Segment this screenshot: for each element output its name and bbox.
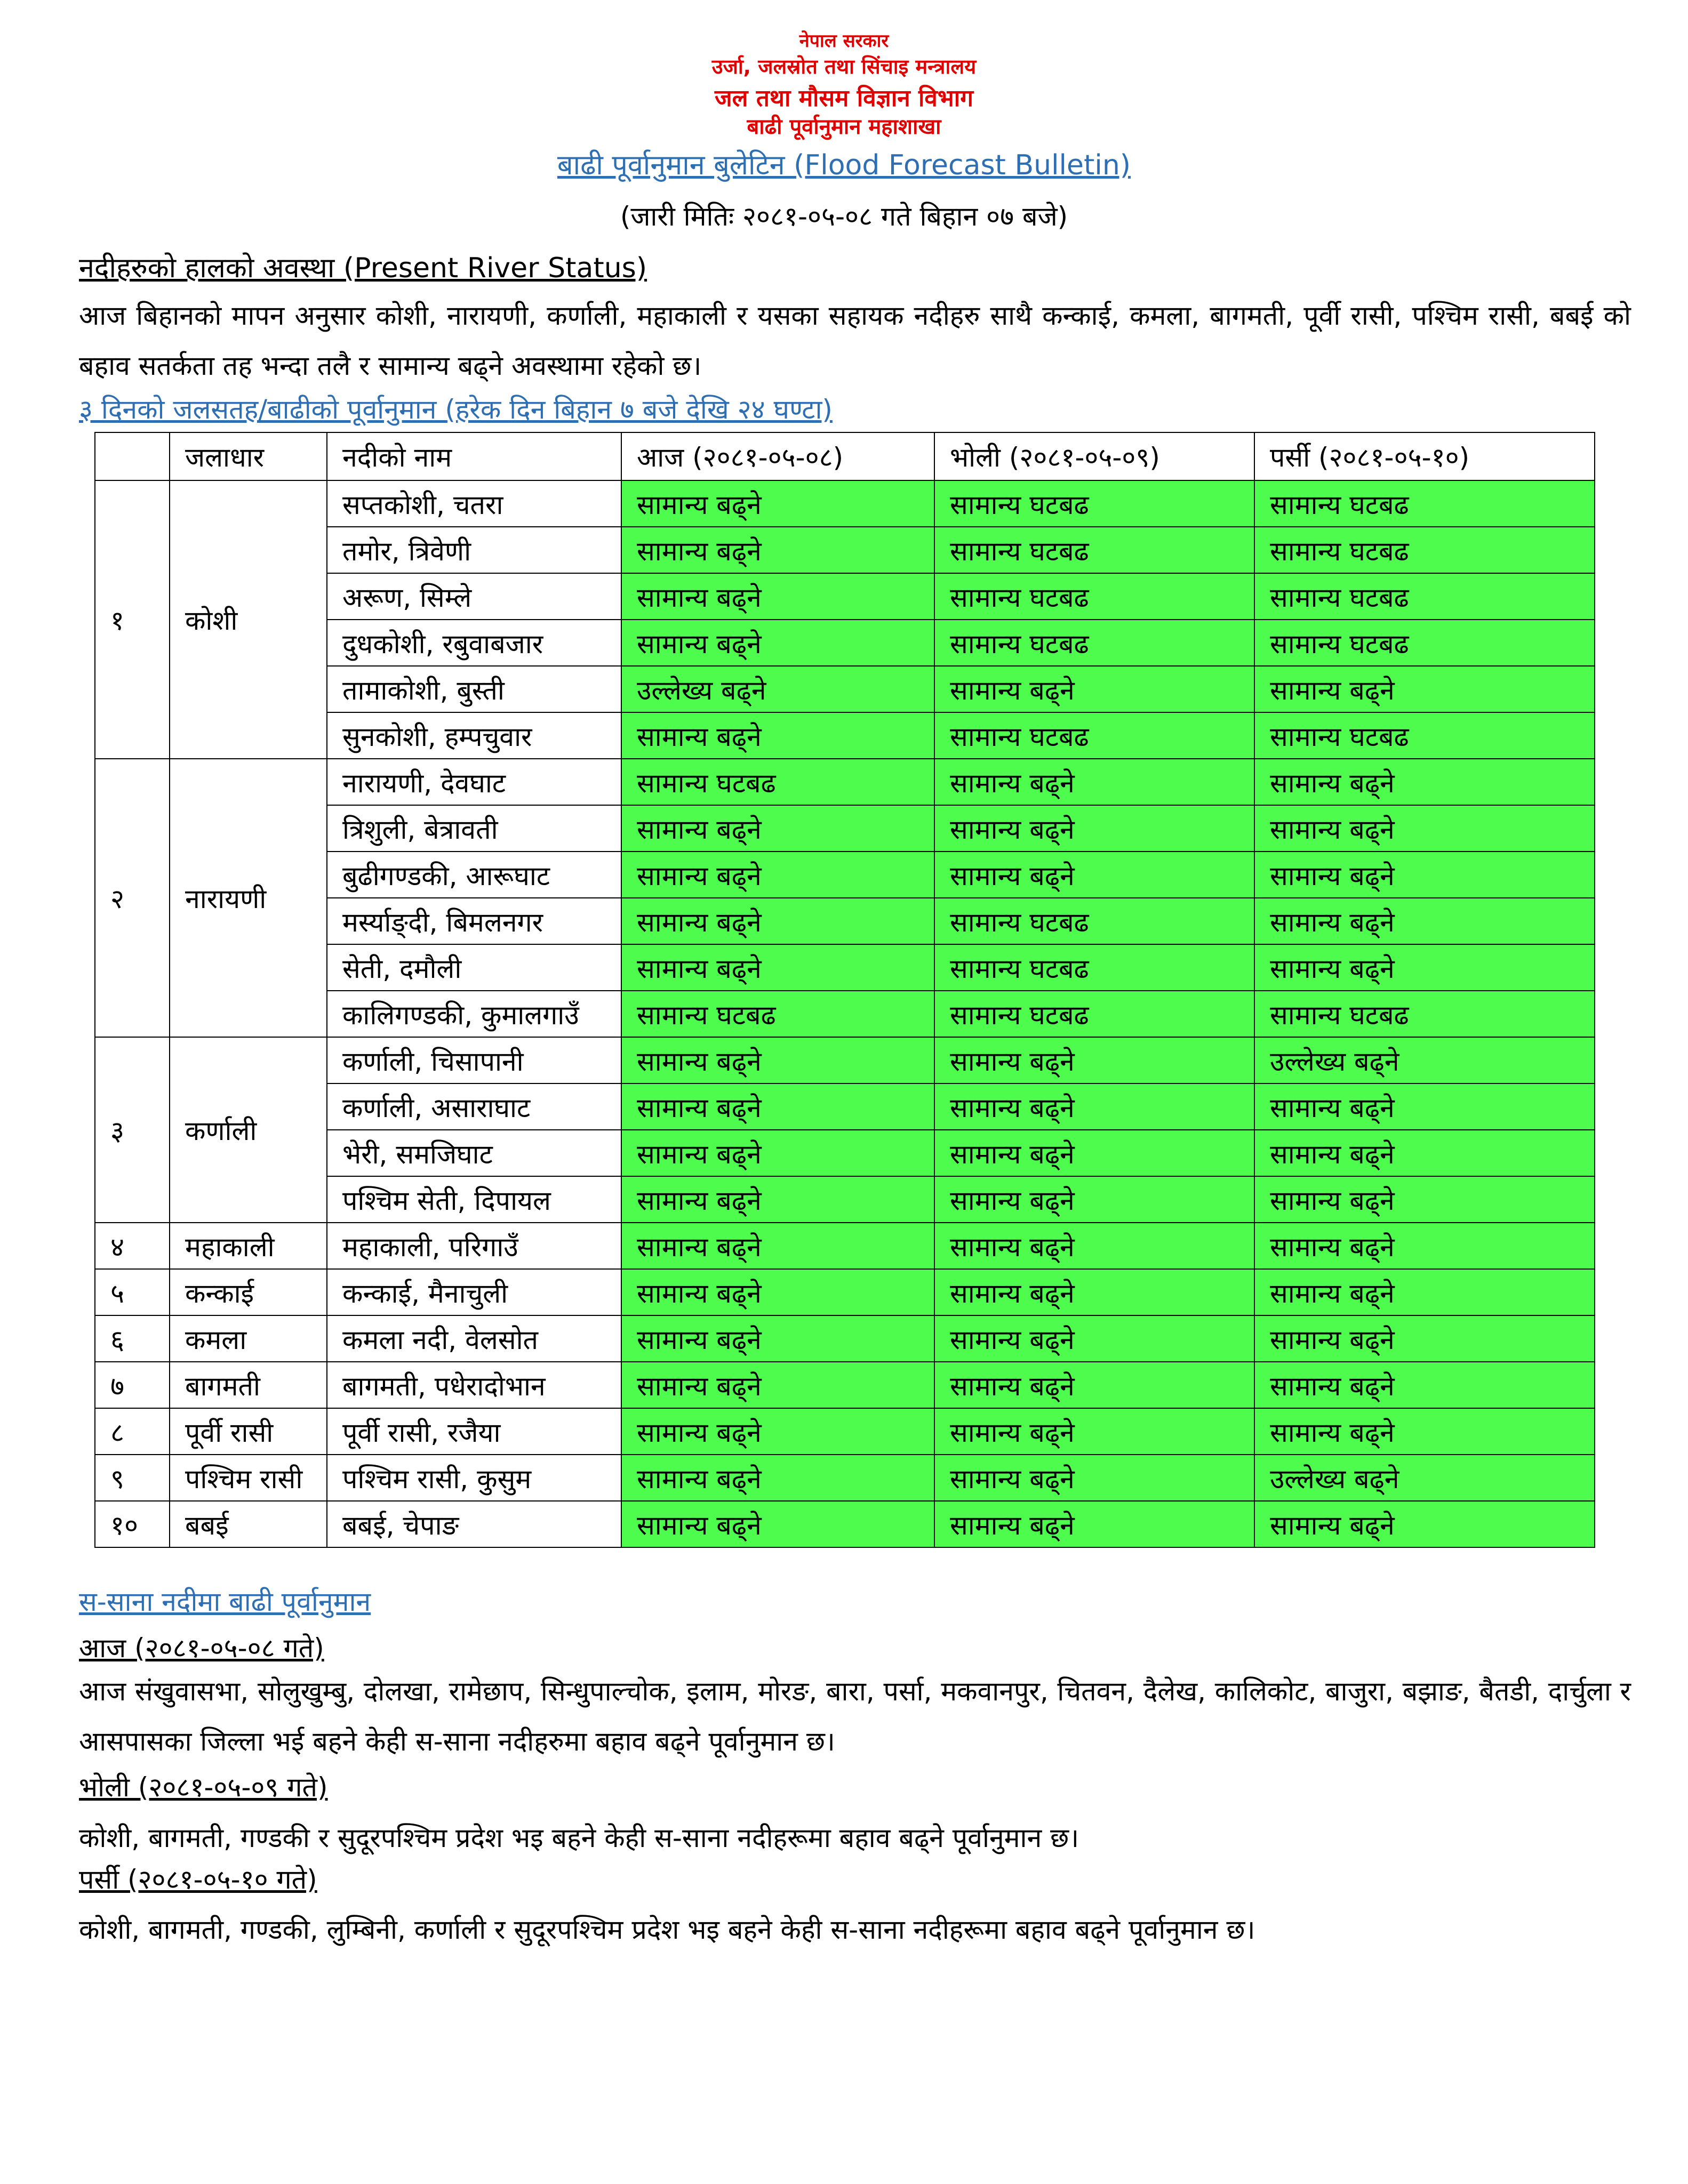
forecast-dayafter: उल्लेख्य बढ्ने: [1254, 1037, 1595, 1083]
dayafter-text: कोशी, बागमती, गण्डकी, लुम्बिनी, कर्णाली र सुदूरपश्चिम प्रदेश भइ बहने केही स-साना नदीहरूमा बहाव बढ्ने पूर्वानुमान छ।: [79, 1914, 1255, 1945]
basin-number: ८: [95, 1408, 170, 1455]
forecast-tomorrow: सामान्य बढ्ने: [934, 1037, 1254, 1083]
forecast-today: सामान्य बढ्ने: [621, 1269, 934, 1315]
river-station: भेरी, समजिघाट: [327, 1130, 621, 1176]
col-header: नदीको नाम: [327, 432, 621, 480]
forecast-dayafter: सामान्य घटबढ: [1254, 573, 1595, 620]
forecast-dayafter: सामान्य बढ्ने: [1254, 1130, 1595, 1176]
river-station: सुनकोशी, हम्पचुवार: [327, 712, 621, 759]
forecast-tomorrow: सामान्य बढ्ने: [934, 852, 1254, 898]
forecast-today: सामान्य बढ्ने: [621, 527, 934, 573]
river-station: बबई, चेपाङ: [327, 1501, 621, 1547]
division-name: बाढी पूर्वानुमान महाशाखा: [747, 115, 941, 139]
forecast-today: सामान्य बढ्ने: [621, 852, 934, 898]
basin-name: कर्णाली: [170, 1037, 327, 1223]
basin-number: ६: [95, 1315, 170, 1362]
forecast-tomorrow: सामान्य बढ्ने: [934, 1223, 1254, 1269]
forecast-tomorrow: सामान्य बढ्ने: [934, 1083, 1254, 1130]
forecast-dayafter: सामान्य घटबढ: [1254, 527, 1595, 573]
forecast-heading: ३ दिनको जलसतह/बाढीको पूर्वानुमान (हरेक दिन बिहान ७ बजे देखि २४ घण्टा): [79, 394, 833, 425]
basin-number: ३: [95, 1037, 170, 1223]
forecast-today: सामान्य बढ्ने: [621, 1176, 934, 1223]
present-status-heading: नदीहरुको हालको अवस्था (Present River Status): [79, 252, 647, 284]
forecast-dayafter: सामान्य घटबढ: [1254, 480, 1595, 527]
basin-number: २: [95, 759, 170, 1037]
river-station: तामाकोशी, बुस्ती: [327, 666, 621, 712]
department-name: जल तथा मौसम विज्ञान विभाग: [715, 85, 973, 112]
river-station: पूर्वी रासी, रजैया: [327, 1408, 621, 1455]
forecast-dayafter: सामान्य बढ्ने: [1254, 805, 1595, 852]
table-header-row: [95, 432, 1595, 480]
present-status-text: आज बिहानको मापन अनुसार कोशी, नारायणी, कर्णाली, महाकाली र यसका सहायक नदीहरु साथै कन्काई, कमला, बागमती, पूर्वी रासी, पश्चिम रासी, बबई को बहाव सतर्कता तह भन्दा तलै र सामान्य बढ्ने अवस्थामा रहेको छ।: [79, 300, 1631, 381]
forecast-today: सामान्य बढ्ने: [621, 620, 934, 666]
forecast-dayafter: सामान्य घटबढ: [1254, 620, 1595, 666]
river-station: पश्चिम रासी, कुसुम: [327, 1455, 621, 1501]
forecast-tomorrow: सामान्य घटबढ: [934, 480, 1254, 527]
forecast-today: सामान्य बढ्ने: [621, 1223, 934, 1269]
forecast-dayafter: सामान्य बढ्ने: [1254, 944, 1595, 991]
basin-name: कोशी: [170, 480, 327, 759]
forecast-today: सामान्य बढ्ने: [621, 480, 934, 527]
basin-name: नारायणी: [170, 759, 327, 1037]
basin-number: ७: [95, 1362, 170, 1408]
today-text: आज संखुवासभा, सोलुखुम्बु, दोलखा, रामेछाप, सिन्धुपाल्चोक, इलाम, मोरङ, बारा, पर्सा, मकवानपुर, चितवन, दैलेख, कालिकोट, बाजुरा, बझाङ, बैतडी, दार्चुला र आसपासका जिल्ला भई बहने केही स-साना नदीहरुमा बहाव बढ्ने पूर्वानुमान छ।: [79, 1676, 1631, 1757]
forecast-tomorrow: सामान्य बढ्ने: [934, 1130, 1254, 1176]
forecast-today: सामान्य बढ्ने: [621, 712, 934, 759]
river-station: मर्स्याङ्दी, बिमलनगर: [327, 898, 621, 944]
basin-name: कन्काई: [170, 1269, 327, 1315]
river-station: सेती, दमौली: [327, 944, 621, 991]
river-station: दुधकोशी, रबुवाबजार: [327, 620, 621, 666]
forecast-today: सामान्य घटबढ: [621, 991, 934, 1037]
forecast-today: सामान्य बढ्ने: [621, 1362, 934, 1408]
forecast-today: सामान्य बढ्ने: [621, 1501, 934, 1547]
forecast-dayafter: सामान्य बढ्ने: [1254, 759, 1595, 805]
forecast-dayafter: सामान्य बढ्ने: [1254, 1176, 1595, 1223]
tomorrow-heading: भोली (२०८१-०५-०९ गते): [79, 1772, 328, 1803]
river-station: तमोर, त्रिवेणी: [327, 527, 621, 573]
basin-name: बागमती: [170, 1362, 327, 1408]
basin-number: १०: [95, 1501, 170, 1547]
river-station: त्रिशुली, बेत्रावती: [327, 805, 621, 852]
table-row: [95, 1269, 1595, 1315]
table-row: [95, 1501, 1595, 1547]
dayafter-heading: पर्सी (२०८१-०५-१० गते): [79, 1864, 317, 1895]
forecast-tomorrow: सामान्य घटबढ: [934, 898, 1254, 944]
bulletin-title: बाढी पूर्वानुमान बुलेटिन (Flood Forecast Bulletin): [557, 149, 1131, 181]
col-header: भोली (२०८१-०५-०९): [934, 432, 1254, 480]
forecast-dayafter: सामान्य बढ्ने: [1254, 898, 1595, 944]
forecast-dayafter: सामान्य बढ्ने: [1254, 666, 1595, 712]
forecast-today: सामान्य बढ्ने: [621, 1083, 934, 1130]
forecast-today: सामान्य बढ्ने: [621, 1408, 934, 1455]
table-row: [95, 1223, 1595, 1269]
forecast-today: उल्लेख्य बढ्ने: [621, 666, 934, 712]
forecast-today: सामान्य बढ्ने: [621, 1315, 934, 1362]
table-row: [95, 1362, 1595, 1408]
forecast-dayafter: सामान्य बढ्ने: [1254, 1269, 1595, 1315]
table-row: [95, 1315, 1595, 1362]
small-rivers-heading: स-साना नदीमा बाढी पूर्वानुमान: [79, 1586, 371, 1617]
river-station: कमला नदी, वेलसोत: [327, 1315, 621, 1362]
basin-name: बबई: [170, 1501, 327, 1547]
table-row: [95, 1455, 1595, 1501]
forecast-today: सामान्य घटबढ: [621, 759, 934, 805]
river-station: पश्चिम सेती, दिपायल: [327, 1176, 621, 1223]
forecast-dayafter: उल्लेख्य बढ्ने: [1254, 1455, 1595, 1501]
forecast-tomorrow: सामान्य घटबढ: [934, 712, 1254, 759]
forecast-tomorrow: सामान्य घटबढ: [934, 573, 1254, 620]
forecast-tomorrow: सामान्य बढ्ने: [934, 1408, 1254, 1455]
forecast-table: [94, 432, 1595, 1548]
basin-name: कमला: [170, 1315, 327, 1362]
forecast-tomorrow: सामान्य बढ्ने: [934, 1315, 1254, 1362]
river-station: कन्काई, मैनाचुली: [327, 1269, 621, 1315]
river-station: बागमती, पधेरादोभान: [327, 1362, 621, 1408]
forecast-tomorrow: सामान्य बढ्ने: [934, 666, 1254, 712]
forecast-tomorrow: सामान्य बढ्ने: [934, 1269, 1254, 1315]
river-station: नारायणी, देवघाट: [327, 759, 621, 805]
forecast-tomorrow: सामान्य बढ्ने: [934, 1362, 1254, 1408]
river-station: महाकाली, परिगाउँ: [327, 1223, 621, 1269]
forecast-tomorrow: सामान्य बढ्ने: [934, 1455, 1254, 1501]
forecast-today: सामान्य बढ्ने: [621, 1037, 934, 1083]
forecast-dayafter: सामान्य घटबढ: [1254, 991, 1595, 1037]
col-header: पर्सी (२०८१-०५-१०): [1254, 432, 1595, 480]
col-header: जलाधार: [170, 432, 327, 480]
govt-name: नेपाल सरकार: [799, 30, 889, 52]
today-heading: आज (२०८१-०५-०८ गते): [79, 1633, 324, 1664]
basin-name: महाकाली: [170, 1223, 327, 1269]
forecast-dayafter: सामान्य बढ्ने: [1254, 852, 1595, 898]
forecast-dayafter: सामान्य घटबढ: [1254, 712, 1595, 759]
col-header: [95, 432, 170, 480]
river-station: कर्णाली, चिसापानी: [327, 1037, 621, 1083]
river-station: अरूण, सिम्ले: [327, 573, 621, 620]
forecast-dayafter: सामान्य बढ्ने: [1254, 1501, 1595, 1547]
forecast-tomorrow: सामान्य घटबढ: [934, 991, 1254, 1037]
forecast-tomorrow: सामान्य घटबढ: [934, 620, 1254, 666]
river-station: कालिगण्डकी, कुमालगाउँ: [327, 991, 621, 1037]
ministry-name: उर्जा, जलस्रोत तथा सिंचाइ मन्त्रालय: [711, 55, 977, 78]
forecast-today: सामान्य बढ्ने: [621, 1455, 934, 1501]
basin-number: ५: [95, 1269, 170, 1315]
forecast-today: सामान्य बढ्ने: [621, 1130, 934, 1176]
forecast-today: सामान्य बढ्ने: [621, 573, 934, 620]
forecast-dayafter: सामान्य बढ्ने: [1254, 1223, 1595, 1269]
river-station: कर्णाली, असाराघाट: [327, 1083, 621, 1130]
forecast-dayafter: सामान्य बढ्ने: [1254, 1408, 1595, 1455]
col-header: आज (२०८१-०५-०८): [621, 432, 934, 480]
forecast-tomorrow: सामान्य घटबढ: [934, 944, 1254, 991]
river-station: सप्तकोशी, चतरा: [327, 480, 621, 527]
forecast-tomorrow: सामान्य घटबढ: [934, 527, 1254, 573]
table-row: [95, 1037, 1595, 1083]
tomorrow-text: कोशी, बागमती, गण्डकी र सुदूरपश्चिम प्रदेश भइ बहने केही स-साना नदीहरूमा बहाव बढ्ने पूर्वानुमान छ।: [79, 1822, 1079, 1853]
issue-date: (जारी मितिः २०८१-०५-०८ गते बिहान ०७ बजे): [620, 201, 1068, 232]
basin-number: ४: [95, 1223, 170, 1269]
forecast-tomorrow: सामान्य बढ्ने: [934, 1176, 1254, 1223]
river-station: बुढीगण्डकी, आरूघाट: [327, 852, 621, 898]
forecast-tomorrow: सामान्य बढ्ने: [934, 805, 1254, 852]
forecast-dayafter: सामान्य बढ्ने: [1254, 1315, 1595, 1362]
basin-name: पूर्वी रासी: [170, 1408, 327, 1455]
basin-number: १: [95, 480, 170, 759]
forecast-dayafter: सामान्य बढ्ने: [1254, 1362, 1595, 1408]
forecast-today: सामान्य बढ्ने: [621, 898, 934, 944]
table-row: [95, 759, 1595, 805]
table-row: [95, 480, 1595, 527]
table-row: [95, 1408, 1595, 1455]
basin-name: पश्चिम रासी: [170, 1455, 327, 1501]
forecast-dayafter: सामान्य बढ्ने: [1254, 1083, 1595, 1130]
forecast-tomorrow: सामान्य बढ्ने: [934, 759, 1254, 805]
basin-number: ९: [95, 1455, 170, 1501]
forecast-today: सामान्य बढ्ने: [621, 944, 934, 991]
forecast-today: सामान्य बढ्ने: [621, 805, 934, 852]
forecast-tomorrow: सामान्य बढ्ने: [934, 1501, 1254, 1547]
